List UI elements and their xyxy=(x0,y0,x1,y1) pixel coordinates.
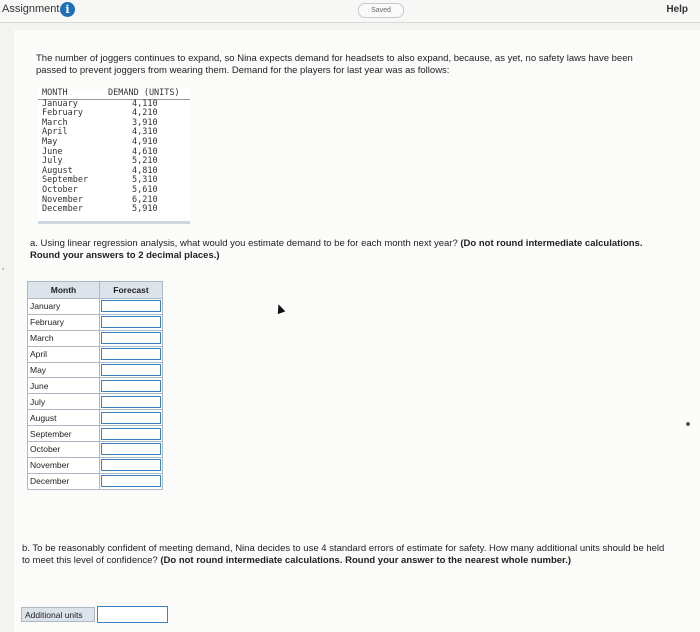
forecast-input[interactable] xyxy=(101,348,161,360)
demand-month-cell: May xyxy=(42,136,58,147)
forecast-month-cell: March xyxy=(28,330,100,346)
demand-value-cell: 4,310 xyxy=(132,127,158,138)
forecast-row xyxy=(28,362,163,378)
forecast-row xyxy=(28,378,163,394)
demand-value-cell: 4,210 xyxy=(132,108,158,119)
forecast-input[interactable] xyxy=(101,396,161,408)
demand-value-cell: 5,610 xyxy=(132,184,158,195)
forecast-row xyxy=(28,457,163,473)
forecast-row xyxy=(28,442,163,458)
forecast-row xyxy=(28,330,163,346)
demand-month-cell: September xyxy=(42,175,89,186)
demand-data-table xyxy=(38,89,190,224)
forecast-month-cell: May xyxy=(28,362,100,378)
top-bar xyxy=(0,0,700,23)
demand-value-cell: 4,810 xyxy=(132,165,158,176)
forecast-input[interactable] xyxy=(101,316,161,328)
forecast-value-cell xyxy=(100,346,163,362)
part-a-question xyxy=(30,238,660,262)
demand-month-cell: October xyxy=(42,184,78,195)
forecast-month-cell: November xyxy=(28,457,100,473)
additional-units-input[interactable] xyxy=(97,606,168,623)
demand-month-cell: March xyxy=(42,117,68,128)
forecast-input[interactable] xyxy=(101,475,161,487)
forecast-value-cell xyxy=(100,378,163,394)
month-column-header: MONTH xyxy=(42,88,68,98)
demand-value-cell: 5,210 xyxy=(132,156,158,167)
demand-month-cell: August xyxy=(42,165,73,176)
forecast-input[interactable] xyxy=(101,332,161,344)
forecast-row xyxy=(28,410,163,426)
forecast-row xyxy=(28,299,163,315)
forecast-value-cell xyxy=(100,426,163,442)
forecast-value-cell xyxy=(100,362,163,378)
forecast-month-cell: December xyxy=(28,473,100,489)
forecast-month-cell: January xyxy=(28,299,100,315)
forecast-input[interactable] xyxy=(101,412,161,424)
part-b-question xyxy=(22,543,672,567)
forecast-value-cell xyxy=(100,410,163,426)
forecast-month-cell: February xyxy=(28,314,100,330)
demand-month-cell: July xyxy=(42,156,63,167)
demand-value-cell: 6,210 xyxy=(132,194,158,205)
demand-value-cell: 5,910 xyxy=(132,204,158,215)
forecast-row xyxy=(28,426,163,442)
forecast-value-cell xyxy=(100,330,163,346)
demand-value-cell: 4,610 xyxy=(132,146,158,157)
part-b-instruction: (Do not round intermediate calculations. Round your answer to the nearest whole number.) xyxy=(160,555,572,566)
help-link[interactable]: Help xyxy=(666,4,688,15)
forecast-value-cell xyxy=(100,314,163,330)
demand-table-header xyxy=(38,89,190,100)
forecast-month-cell: July xyxy=(28,394,100,410)
demand-month-cell: January xyxy=(42,98,78,109)
saved-status-badge: Saved xyxy=(358,3,404,18)
demand-value-cell: 4,110 xyxy=(132,98,158,109)
additional-units-label: Additional units xyxy=(21,607,95,622)
forecast-month-cell: June xyxy=(28,378,100,394)
forecast-input[interactable] xyxy=(101,380,161,392)
forecast-table-header xyxy=(28,282,163,299)
demand-value-cell: 4,910 xyxy=(132,136,158,147)
forecast-month-cell: August xyxy=(28,410,100,426)
forecast-value-cell xyxy=(100,442,163,458)
demand-table-row xyxy=(38,205,190,215)
forecast-value-header: Forecast xyxy=(100,282,163,299)
forecast-value-cell xyxy=(100,473,163,489)
forecast-value-cell xyxy=(100,394,163,410)
demand-value-cell: 3,910 xyxy=(132,117,158,128)
left-margin-mark: , xyxy=(2,262,5,271)
forecast-input[interactable] xyxy=(101,300,161,312)
right-margin-dot xyxy=(686,422,690,426)
demand-column-header: DEMAND (UNITS) xyxy=(108,88,180,98)
forecast-month-cell: October xyxy=(28,442,100,458)
forecast-input[interactable] xyxy=(101,443,161,455)
forecast-input[interactable] xyxy=(101,364,161,376)
demand-month-cell: November xyxy=(42,194,83,205)
forecast-value-cell xyxy=(100,299,163,315)
demand-month-cell: February xyxy=(42,108,83,119)
info-icon[interactable]: i xyxy=(60,2,75,17)
forecast-row xyxy=(28,473,163,489)
demand-month-cell: June xyxy=(42,146,63,157)
forecast-input[interactable] xyxy=(101,459,161,471)
demand-value-cell: 5,310 xyxy=(132,175,158,186)
demand-table-row xyxy=(38,128,190,138)
forecast-row xyxy=(28,346,163,362)
part-a-instruction: (Do not round intermediate calculations. Round your answers to 2 decimal places.) xyxy=(30,238,643,261)
problem-intro: The number of joggers continues to expand, so Nina expects demand for headsets to also expand, because, as yet, no safety laws have been passed to prevent joggers from wearing them. Demand for the players for last year was as follows: xyxy=(36,53,633,76)
forecast-month-header: Month xyxy=(28,282,100,299)
forecast-input[interactable] xyxy=(101,428,161,440)
demand-month-cell: April xyxy=(42,127,68,138)
forecast-table xyxy=(27,281,163,490)
part-a-question-text: a. Using linear regression analysis, what would you estimate demand to be for each month next year? xyxy=(30,238,458,249)
part-b-question-text: b. To be reasonably confident of meeting demand, Nina decides to use 4 standard errors of estimate for safety. How many additional units should be held to meet this level of confidence? xyxy=(22,543,665,566)
forecast-row xyxy=(28,394,163,410)
forecast-month-cell: April xyxy=(28,346,100,362)
demand-month-cell: December xyxy=(42,204,83,215)
forecast-row xyxy=(28,314,163,330)
forecast-value-cell xyxy=(100,457,163,473)
forecast-month-cell: September xyxy=(28,426,100,442)
assignment-title: Assignment xyxy=(2,3,60,15)
